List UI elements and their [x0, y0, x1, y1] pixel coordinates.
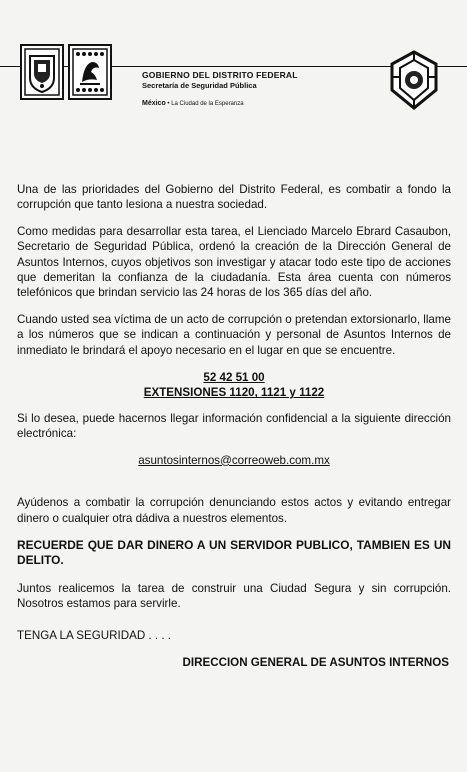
city-slogan	[142, 100, 244, 107]
phone-extensions: EXTENSIONES 1120, 1121 y 1122	[143, 386, 325, 400]
government-name-block	[142, 70, 298, 90]
government-title: GOBIERNO DEL DISTRITO FEDERAL	[142, 70, 298, 80]
paragraph-measures: Como medidas para desarrollar esta tarea, el Lienciado Marcelo Ebrard Casaubon, Secretario de Seguridad Pública, ordenó la creación de la Dirección General de Asuntos Internos, cuyos objetivos son investigar y atacar todo este tipo de acciones que demeritan la confianza de la ciudadanía. Esta área cuenta con números telefónicos que brindan servicio las 24 horas de los 365 días del año.	[17, 224, 451, 300]
phone-number: 52 42 51 00	[203, 371, 265, 385]
paragraph-victim: Cuando usted sea víctima de un acto de corrupción o pretendan extorsionarlo, llame a los números que se indican a continuación y personal de Asuntos Internos de inmediato le brindará el apoyo necesario en el lugar en que se encuentre.	[17, 312, 451, 357]
email-link[interactable]: asuntosinternos@correoweb.com.mx	[138, 453, 330, 467]
emblems	[20, 44, 112, 100]
city-name: México	[142, 100, 166, 107]
paragraph-priority: Una de las prioridades del Gobierno del Distrito Federal, es combatir a fondo la corrupción que tanto lesiona a nuestra sociedad.	[17, 183, 451, 212]
secretariat-title: Secretaría de Seguridad Pública	[142, 81, 257, 90]
signature: DIRECCION GENERAL DE ASUNTOS INTERNOS	[182, 655, 449, 669]
eagle-emblem-icon	[68, 44, 112, 100]
paragraph-warning: RECUERDE QUE DAR DINERO A UN SERVIDOR PUBLICO, TAMBIEN ES UN DELITO.	[17, 537, 451, 568]
letter-body	[17, 182, 451, 670]
paragraph-help: Ayúdenos a combatir la corrupción denunciando estos actos y evitando entregar dinero o cualquier otra dádiva a nuestros elementos.	[17, 496, 451, 525]
police-badge-icon	[388, 50, 440, 115]
bullet-separator: •	[167, 101, 172, 107]
paragraph-together: Juntos realicemos la tarea de construir una Ciudad Segura y sin corrupción. Nosotros estamos para servirle.	[17, 581, 451, 611]
closing-line: TENGA LA SEGURIDAD . . . .	[17, 628, 171, 642]
slogan-text: La Ciudad de la Esperanza	[171, 101, 244, 107]
city-coat-of-arms-icon	[20, 44, 64, 100]
paragraph-email-intro: Si lo desea, puede hacernos llegar información confidencial a la siguiente dirección electrónica:	[17, 411, 451, 441]
letterhead	[0, 0, 467, 120]
